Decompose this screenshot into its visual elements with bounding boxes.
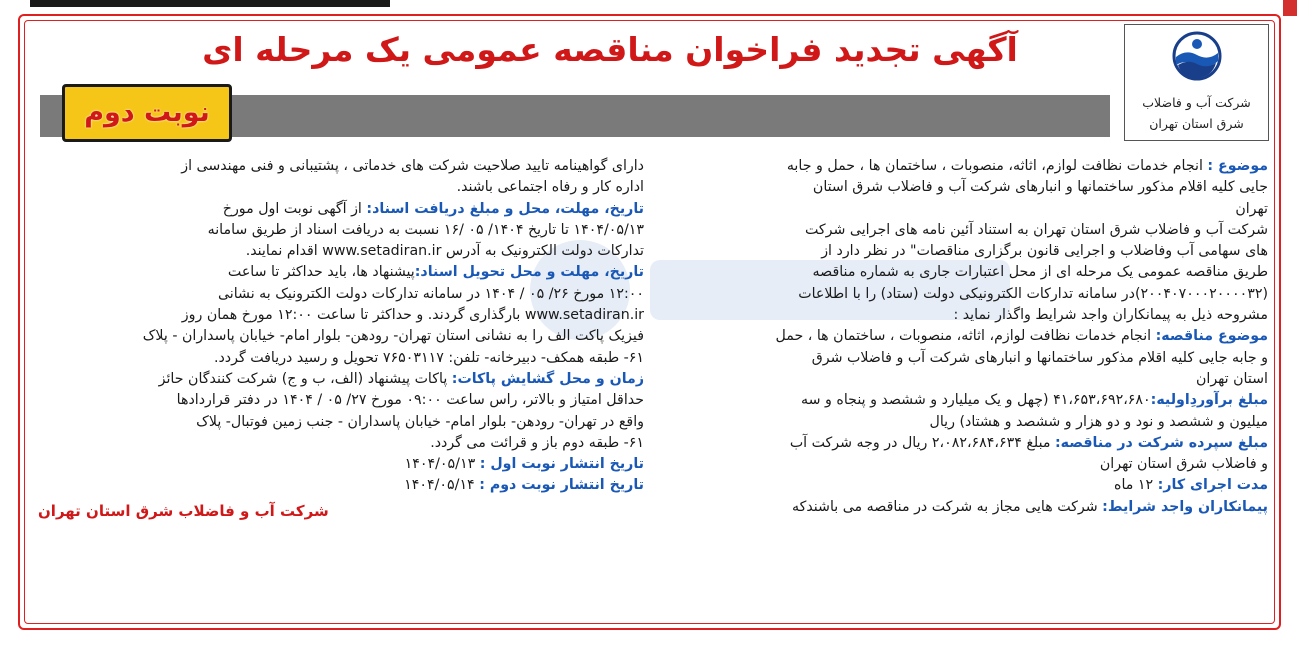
right-column — [662, 156, 1268, 518]
estimate-text-2: میلیون و ششصد و نود و دو هزار و ششصد و هشتاد) ریال — [929, 413, 1268, 430]
subject-text-3: تهران — [1235, 200, 1268, 217]
subject-label: موضوع : — [1207, 158, 1268, 174]
open-text-3: واقع در تهران- رودهن- بلوار امام- خیابان پاسداران - جنب زمین فوتبال- پلاک — [196, 413, 644, 430]
duration-line — [662, 475, 1268, 496]
pub2-label: تاریخ انتشار نوبت دوم : — [479, 477, 644, 494]
open-text-2: حداقل امتیاز و بالاتر، راس ساعت ۰۹:۰۰ مورخ ۲۷/ ۰۵ / ۱۴۰۴ در دفتر قراردادها — [176, 392, 644, 409]
round-badge-label: نوبت دوم — [84, 97, 210, 128]
water-drop-logo-icon — [1172, 31, 1222, 81]
pub2-line — [38, 475, 644, 496]
estimate-label: مبلغ برآوردِاولیه: — [1150, 392, 1268, 409]
submit-text-1: پیشنهاد ها، باید حداکثر تا ساعت — [227, 264, 415, 281]
open-text-4: ۶۱- طبقه دوم باز و قرائت می گردد. — [430, 434, 644, 451]
open-label: زمان و محل گشایش پاکات: — [451, 370, 644, 387]
round-badge — [62, 84, 232, 142]
subject-text-1: انجام خدمات نظافت لوازم، اثاثه، منصوبات ، ساختمان ها ، حمل و جابه — [786, 158, 1203, 174]
intro-text-4: (۲۰۰۴۰۷۰۰۰۲۰۰۰۰۳۲)در سامانه تدارکات الکترونیکی دولت (ستاد) را با اطلاعات — [798, 285, 1268, 302]
pub1-value: ۱۴۰۴/۰۵/۱۳ — [404, 456, 476, 473]
submit-text-2: ۱۲:۰۰ مورخ ۲۶/ ۰۵ / ۱۴۰۴ در سامانه تدارکات دولت الکترونیک به نشانی — [217, 285, 644, 302]
deposit-text-2: و فاضلاب شرق استان تهران — [1099, 456, 1268, 473]
tender-text-1: انجام خدمات نظافت لوازم، اثاثه، منصوبات ، ساختمان ها ، حمل — [775, 328, 1152, 345]
docs-line — [38, 199, 644, 220]
intro-text-1: شرکت آب و فاضلاب شرق استان تهران به استناد آئین نامه های اجرایی شرکت — [804, 221, 1268, 238]
cert-text-1: دارای گواهینامه تایید صلاحیت شرکت های خدماتی ، پشتیبانی و فنی مهندسی از — [181, 158, 644, 174]
docs-label: تاریخ، مهلت، محل و مبلغ دریافت اسناد: — [366, 200, 644, 217]
subject-text-2: جایی کلیه اقلام مذکور ساختمانها و انبارهای شرکت آب و فاضلاب شرق استان — [812, 179, 1268, 196]
submit-text-3: www.setadiran.ir بارگذاری گردند. و حداکثر تا ساعت ۱۲:۰۰ مورخ همان روز — [181, 307, 644, 324]
submit-label: تاریخ، مهلت و محل تحویل اسناد: — [414, 264, 644, 281]
duration-value: ۱۲ ماه — [1114, 477, 1154, 494]
corner-mark — [1283, 0, 1297, 16]
intro-text-5: مشروحه ذیل به پیمانکاران واجد شرایط واگذار نماید : — [953, 307, 1268, 324]
pub1-line — [38, 454, 644, 475]
contractors-text-1: شرکت هایی مجاز به شرکت در مناقصه می باشندکه — [791, 498, 1098, 515]
estimate-line — [662, 390, 1268, 411]
pub2-value: ۱۴۰۴/۰۵/۱۴ — [404, 477, 475, 494]
signature: شرکت آب و فاضلاب شرق استان تهران — [38, 501, 329, 520]
company-name-line1: شرکت آب و فاضلاب — [1142, 95, 1251, 110]
submit-line — [38, 262, 644, 283]
company-logo-box — [1124, 24, 1269, 141]
tender-text-2: و جابه جایی کلیه اقلام مذکور ساختمانها و انبارهای شرکت آب و فاضلاب شرق — [811, 349, 1268, 366]
tender-label: موضوع مناقصه: — [1155, 328, 1268, 345]
signature-line — [38, 501, 644, 523]
intro-text-2: های سهامی آب وفاضلاب و اجرایی قانون برگزاری مناقصات" در نظر دارد از — [821, 243, 1268, 260]
company-name-line2: شرق استان تهران — [1149, 116, 1244, 131]
cert-text-2: اداره کار و رفاه اجتماعی باشند. — [456, 179, 644, 196]
deposit-line — [662, 433, 1268, 454]
estimate-text-1: ۴۱،۶۵۳،۶۹۲،۶۸۰ (چهل و یک میلیارد و ششصد و پنجاه و سه — [801, 392, 1151, 409]
submit-text-5: ۶۱- طبقه همکف- دبیرخانه- تلفن: ۷۶۵۰۳۱۱۷ تحویل و رسید دریافت گردد. — [213, 349, 644, 366]
docs-text-3: تدارکات دولت الکترونیک به آدرس www.setadiran.ir اقدام نمایند. — [245, 243, 644, 260]
open-text-1: پاکات پیشنهاد (الف، ب و ج) شرکت کنندگان حائز — [158, 370, 448, 387]
docs-text-1: از آگهی نوبت اول مورخ — [222, 200, 362, 217]
ad-title: آگهی تجدید فراخوان مناقصه عمومی یک مرحله ای — [202, 30, 1018, 69]
open-line — [38, 369, 644, 390]
pub1-label: تاریخ انتشار نوبت اول : — [479, 456, 644, 473]
intro-text-3: طریق مناقصه عمومی یک مرحله ای از محل اعتبارات جاری به شماره مناقصه — [812, 264, 1268, 281]
top-rule — [30, 0, 390, 7]
duration-label: مدت اجرای کار: — [1157, 477, 1268, 494]
docs-text-2: ۱۴۰۴/۰۵/۱۳ تا تاریخ ۱۴۰۴/ ۰۵ /۱۶ نسبت به دریافت اسناد از طریق سامانه — [207, 221, 644, 238]
tender-line — [662, 326, 1268, 347]
contractors-line — [662, 497, 1268, 518]
deposit-text-1: مبلغ ۲،۰۸۲،۶۸۴،۶۳۴ ریال در وجه شرکت آب — [789, 434, 1051, 451]
subject-line — [662, 156, 1268, 177]
left-column — [38, 156, 644, 523]
submit-text-4: فیزیک پاکت الف را به نشانی استان تهران- رودهن- بلوار امام- خیابان پاسداران - پلاک — [142, 328, 644, 345]
tender-text-3: استان تهران — [1195, 370, 1268, 387]
deposit-label: مبلغ سپرده شرکت در مناقصه: — [1055, 434, 1268, 451]
contractors-label: پیمانکاران واجد شرایط: — [1102, 498, 1268, 515]
